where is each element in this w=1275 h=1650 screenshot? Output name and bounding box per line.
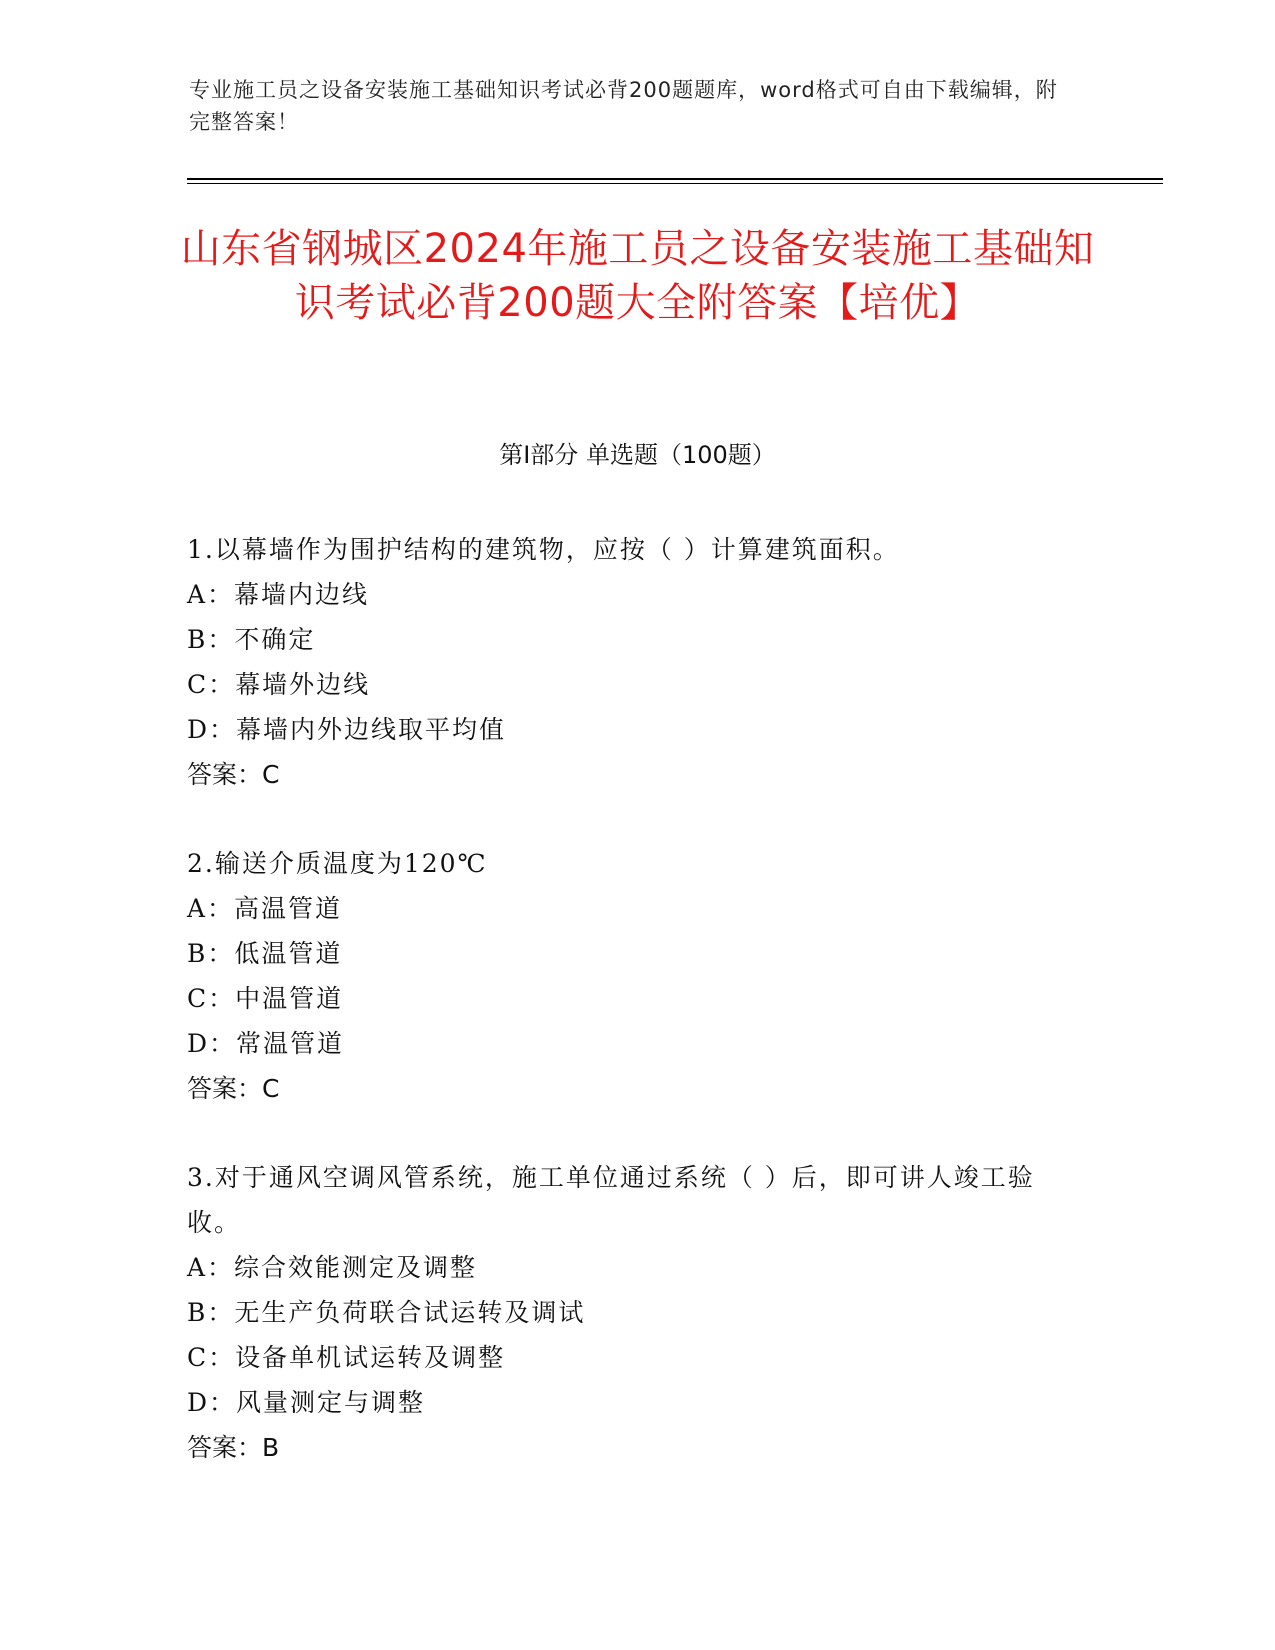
header-rule-thin [187, 183, 1163, 184]
option-a: A：高温管道 [187, 894, 343, 923]
answer: 答案：C [187, 1074, 280, 1103]
question-text: 3.对于通风空调风管系统，施工单位通过系统（ ）后，即可讲人竣工验收。 [187, 1163, 1035, 1237]
answer: 答案：C [187, 760, 280, 789]
answer: 答案：B [187, 1433, 280, 1462]
question-2 [187, 841, 1087, 1111]
header-rule-thick [187, 178, 1163, 180]
option-a: A：综合效能测定及调整 [187, 1253, 478, 1282]
option-c: C：中温管道 [187, 984, 344, 1013]
option-a: A：幕墙内边线 [187, 580, 370, 609]
option-b: B：无生产负荷联合试运转及调试 [187, 1298, 586, 1327]
option-b: B：低温管道 [187, 939, 343, 968]
question-list [187, 527, 1087, 1514]
question-text: 2.输送介质温度为120℃ [187, 849, 488, 878]
question-3 [187, 1155, 1087, 1470]
header-note: 专业施工员之设备安装施工基础知识考试必背200题题库，word格式可自由下载编辑，附完整答案！ [189, 78, 1058, 134]
option-b: B：不确定 [187, 625, 316, 654]
question-1 [187, 527, 1087, 797]
option-d: D：风量测定与调整 [187, 1388, 426, 1417]
option-c: C：设备单机试运转及调整 [187, 1343, 506, 1372]
section-heading: 第I部分 单选题（100题） [499, 441, 776, 469]
option-c: C：幕墙外边线 [187, 670, 371, 699]
document-title: 山东省钢城区2024年施工员之设备安装施工基础知识考试必背200题大全附答案【培优】 [180, 226, 1095, 326]
option-d: D：常温管道 [187, 1029, 345, 1058]
option-d: D：幕墙内外边线取平均值 [187, 715, 507, 744]
question-text: 1.以幕墙作为围护结构的建筑物，应按（ ）计算建筑面积。 [187, 535, 900, 564]
